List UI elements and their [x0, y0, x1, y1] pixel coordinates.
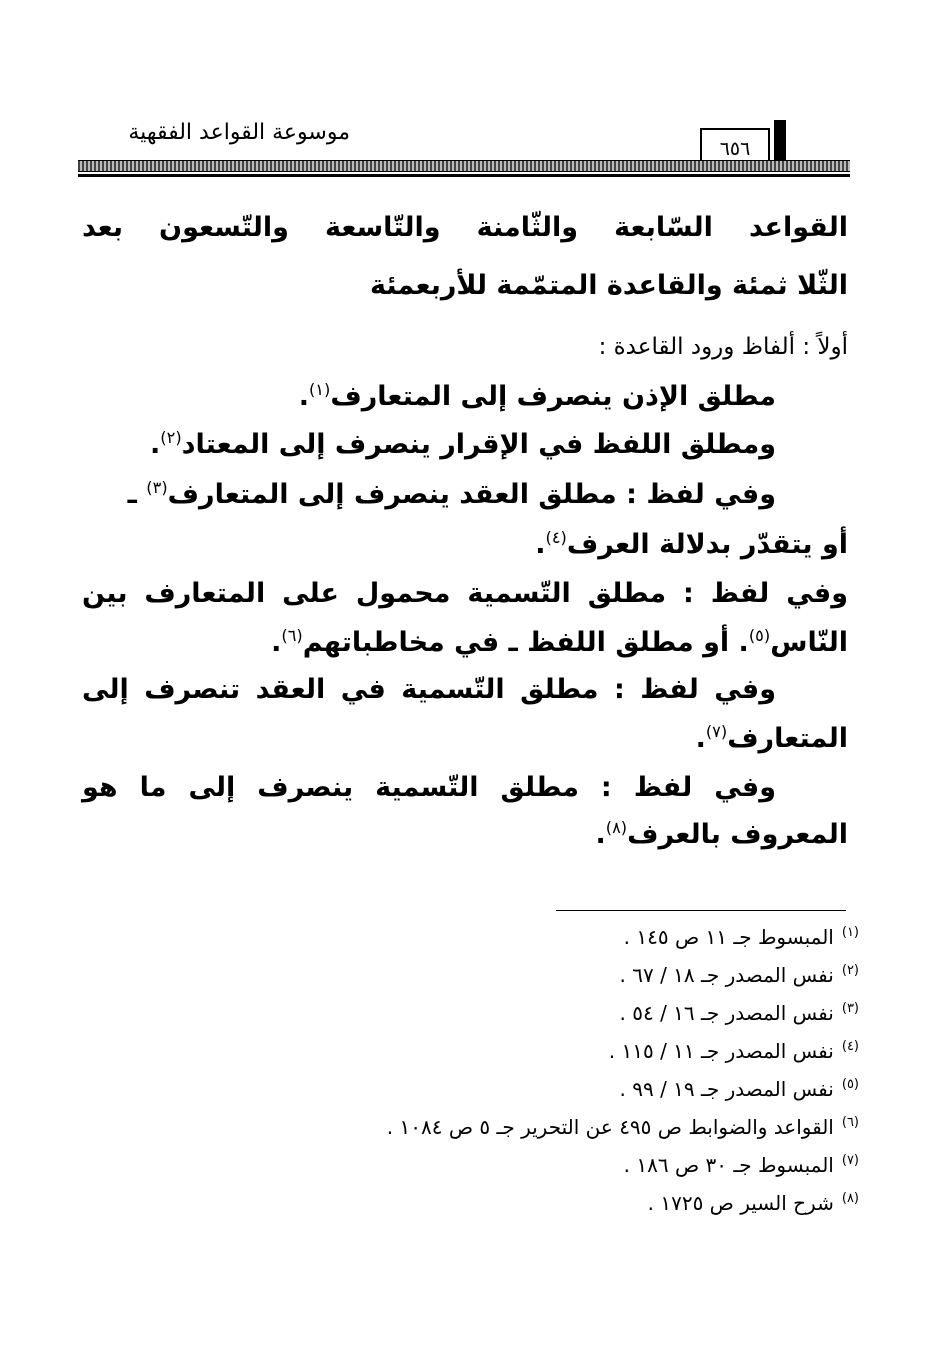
- rule-1: مطلق الإذن ينصرف إلى المتعارف$^{(١)}$.: [298, 380, 776, 412]
- heading-line-1: القواعد السّابعة والثّامنة والتّاسعة والتّسعون بعد: [82, 212, 848, 243]
- page-header: [78, 118, 850, 178]
- rule-5-line-2: المتعارف$^{(٧)}$.: [695, 722, 848, 754]
- footnote-6: $^{(٦)}$القواعد والضوابط ص ٤٩٥ عن التحرير جـ ٥ ص ١٠٨٤ .: [386, 1115, 859, 1139]
- rule-6-line-1: وفي لفظ : مطلق التّسمية ينصرف إلى ما هو: [82, 772, 776, 803]
- header-rule-thin: [78, 174, 850, 177]
- header-rule-band: [78, 160, 850, 172]
- section-label: أولاً : ألفاظ ورود القاعدة :: [598, 334, 848, 360]
- footnote-3: $^{(٣)}$نفس المصدر جـ ١٦ / ٥٤ .: [619, 1001, 859, 1025]
- rule-3: وفي لفظ : مطلق العقد ينصرف إلى المتعارف$^{(٣)}$ ـ: [127, 478, 776, 510]
- rule-2: ومطلق اللفظ في الإقرار ينصرف إلى المعتاد$^{(٢)}$.: [150, 428, 776, 460]
- footnote-5: $^{(٥)}$نفس المصدر جـ ١٩ / ٩٩ .: [619, 1077, 859, 1101]
- rule-4-line-2: النّاس$^{(٥)}$. أو مطلق اللفظ ـ في مخاطباتهم$^{(٦)}$.: [271, 626, 848, 658]
- rule-5-line-1: وفي لفظ : مطلق التّسمية في العقد تنصرف إلى: [82, 674, 776, 705]
- page-number: ٦٥٦: [700, 128, 770, 168]
- footnote-7: $^{(٧)}$المبسوط جـ ٣٠ ص ١٨٦ .: [623, 1153, 859, 1177]
- footnote-2: $^{(٢)}$نفس المصدر جـ ١٨ / ٦٧ .: [619, 963, 859, 987]
- heading-line-2: الثّلا ثمئة والقاعدة المتمّمة للأربعمئة: [369, 270, 848, 301]
- rule-3-continued: أو يتقدّر بدلالة العرف$^{(٤)}$.: [535, 528, 848, 560]
- rule-6-line-2: المعروف بالعرف$^{(٨)}$.: [595, 818, 848, 850]
- rule-4-line-1: وفي لفظ : مطلق التّسمية محمول على المتعارف بين: [82, 578, 848, 609]
- footnote-separator: [556, 910, 846, 911]
- footnote-1: $^{(١)}$المبسوط جـ ١١ ص ١٤٥ .: [623, 925, 859, 949]
- running-title: موسوعة القواعد الفقهية: [128, 120, 350, 145]
- footnote-4: $^{(٤)}$نفس المصدر جـ ١١ / ١١٥ .: [608, 1039, 859, 1063]
- footnote-8: $^{(٨)}$شرح السير ص ١٧٢٥ .: [647, 1191, 859, 1215]
